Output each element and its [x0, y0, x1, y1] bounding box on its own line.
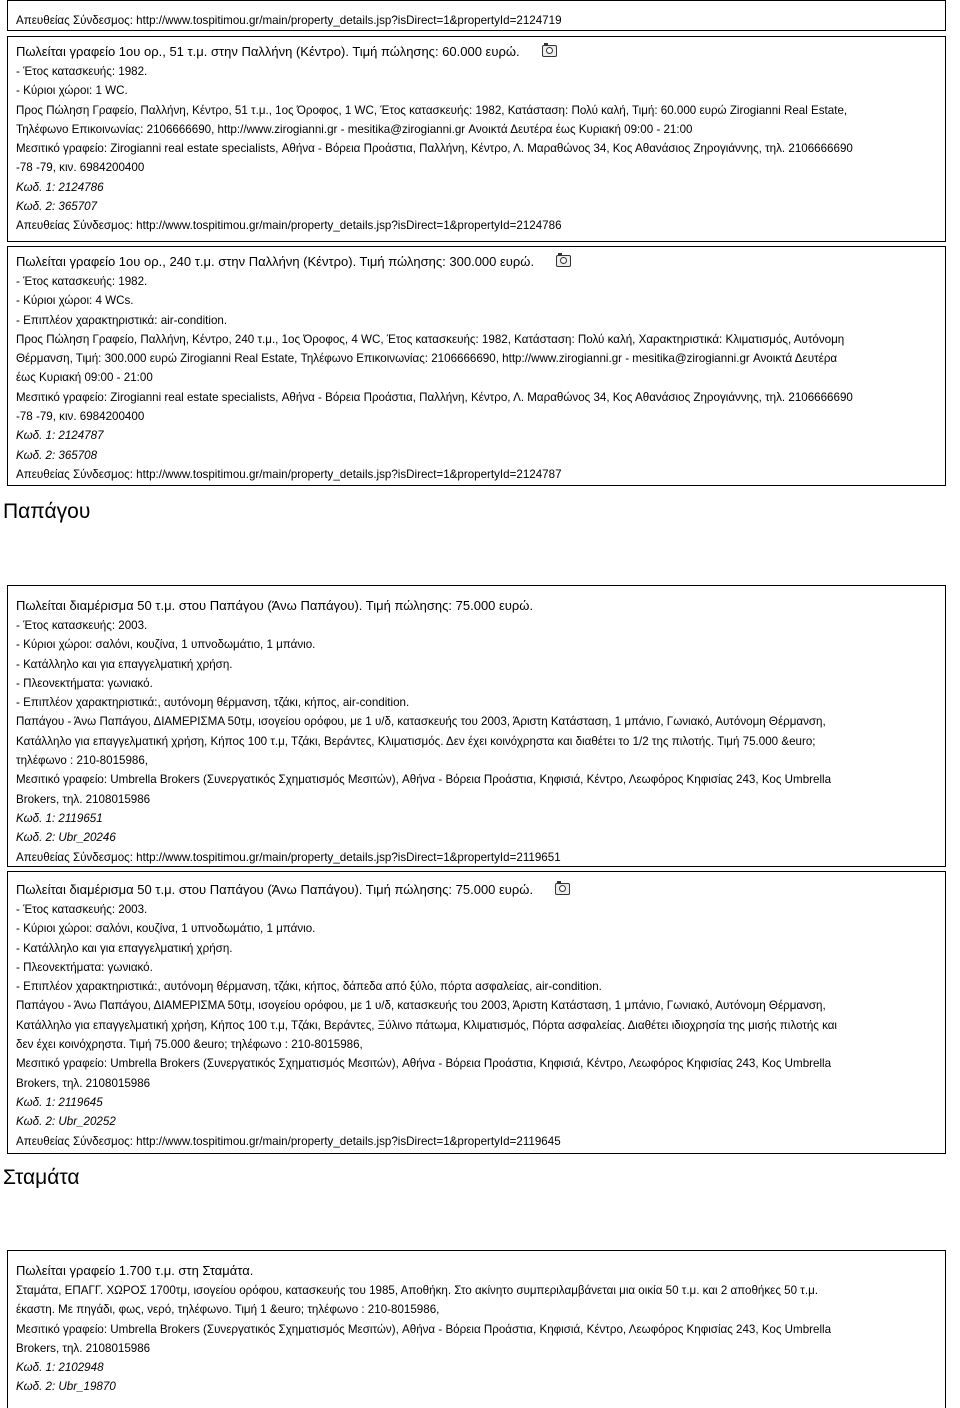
code-1: Κωδ. 1: 2124787	[16, 429, 104, 443]
section-heading-papagou: Παπάγου	[3, 500, 91, 523]
listing-title[interactable]: Πωλείται γραφείο 1ου ορ., 240 τ.μ. στην Παλλήνη (Κέντρο). Τιμή πώλησης: 300.000 ευρώ.	[16, 252, 945, 272]
camera-icon[interactable]	[555, 883, 570, 895]
detail-line: - Κύριοι χώροι: 1 WC.	[16, 84, 128, 98]
direct-link[interactable]: Απευθείας Σύνδεσμος: http://www.tospitimou.gr/main/property_details.jsp?isDirect=1&propertyId=2119645	[16, 1134, 561, 1148]
detail-line: Παπάγου - Άνω Παπάγου, ΔΙΑΜΕΡΙΣΜΑ 50τμ, ισογείου ορόφου, με 1 υ/δ, κατασκευής του 2003, Άριστη Κατάσταση, 1 μπάνιο, Γωνιακό, Αυτόνομη Θέρμανση,	[16, 715, 826, 729]
listing-title[interactable]: Πωλείται διαμέρισμα 50 τ.μ. στου Παπάγου (Άνω Παπάγου). Τιμή πώλησης: 75.000 ευρώ.	[16, 880, 945, 900]
code-1: Κωδ. 1: 2119645	[16, 1095, 103, 1109]
detail-line: -78 -79, κιν. 6984200400	[16, 161, 145, 175]
code-2: Κωδ. 2: Ubr_19870	[16, 1380, 116, 1394]
detail-line: Κατάλληλο για επαγγελματική χρήση, Κήπος 100 τ.μ, Τζάκι, Βεράντες, Κλιματισμός. Δεν έχει κοινόχρηστα και διαθέτει το 1/2 της πιλοτής. Τιμή 75.000 &euro;	[16, 734, 816, 748]
detail-line: Μεσιτικό γραφείο: Umbrella Brokers (Συνεργατικός Σχηματισμός Μεσιτών), Αθήνα - Βόρεια Προάστια, Κηφισιά, Κέντρο, Λεωφόρος Κηφισίας 243, Κος Umbrella	[16, 1057, 832, 1071]
detail-line: - Επιπλέον χαρακτηριστικά: air-condition.	[16, 313, 228, 327]
detail-line: Κατάλληλο για επαγγελματική χρήση, Κήπος 100 τ.μ, Τζάκι, Βεράντες, Ξύλινο πάτωμα, Κλιματισμός, Πόρτα ασφαλείας. Διαθέτει ιδιοχρησία της μισής πιλοτής και	[16, 1018, 838, 1032]
detail-line: - Έτος κατασκευής: 1982.	[16, 65, 148, 78]
section-heading-stamata: Σταμάτα	[3, 1166, 80, 1189]
direct-link[interactable]: Απευθείας Σύνδεσμος: http://www.tospitimou.gr/main/property_details.jsp?isDirect=1&propertyId=2124786	[16, 219, 562, 233]
code-2: Κωδ. 2: 365707	[16, 200, 98, 214]
detail-line: Θέρμανση, Τιμή: 300.000 ευρώ Zirogianni Real Estate, Τηλέφωνο Επικοινωνίας: 2106666690, http://www.zirogianni.gr - mesitika@zirogianni.gr Ανοικτά Δευτέρα	[16, 352, 838, 366]
detail-line: - Επιπλέον χαρακτηριστικά:, αυτόνομη θέρμανση, τζάκι, κήπος, air-condition.	[16, 696, 410, 710]
listing-box	[7, 246, 946, 486]
camera-icon[interactable]	[542, 45, 557, 57]
detail-line: έως Κυριακή 09:00 - 21:00	[16, 371, 153, 385]
detail-line: - Έτος κατασκευής: 2003.	[16, 619, 148, 632]
listing-title[interactable]: Πωλείται γραφείο 1.700 τ.μ. στη Σταμάτα.	[16, 1263, 254, 1278]
direct-link[interactable]: Απευθείας Σύνδεσμος: http://www.tospitimou.gr/main/property_details.jsp?isDirect=1&propertyId=2124719	[16, 14, 562, 27]
code-1: Κωδ. 1: 2124786	[16, 180, 104, 194]
listing-box	[7, 1250, 946, 1408]
detail-line: - Πλεονεκτήματα: γωνιακό.	[16, 960, 153, 974]
detail-line: Παπάγου - Άνω Παπάγου, ΔΙΑΜΕΡΙΣΜΑ 50τμ, ισογείου ορόφου, με 1 υ/δ, κατασκευής του 2003, Άριστη Κατάσταση, 1 μπάνιο, Γωνιακό, Αυτόνομη Θέρμανση,	[16, 999, 826, 1013]
code-1: Κωδ. 1: 2119651	[16, 811, 103, 825]
listing-box	[7, 585, 946, 867]
detail-line: - Πλεονεκτήματα: γωνιακό.	[16, 676, 153, 690]
listing-title[interactable]: Πωλείται διαμέρισμα 50 τ.μ. στου Παπάγου (Άνω Παπάγου). Τιμή πώλησης: 75.000 ευρώ.	[16, 598, 534, 613]
detail-line: - Κύριοι χώροι: σαλόνι, κουζίνα, 1 υπνοδωμάτιο, 1 μπάνιο.	[16, 922, 316, 936]
detail-line: Μεσιτικό γραφείο: Zirogianni real estate specialists, Αθήνα - Βόρεια Προάστια, Παλλήνη, Κέντρο, Λ. Μαραθώνος 34, Κος Αθανάσιος Ζηρογιάννης, τηλ. 2106666690	[16, 390, 853, 404]
detail-line: έκαστη. Με πηγάδι, φως, νερό, τηλέφωνο. Τιμή 1 &euro; τηλέφωνο : 210-8015986,	[16, 1303, 440, 1317]
detail-line: - Επιπλέον χαρακτηριστικά:, αυτόνομη θέρμανση, τζάκι, κήπος, δάπεδα από ξύλο, πόρτα ασφαλείας, air-condition.	[16, 980, 602, 994]
detail-line: Τηλέφωνο Επικοινωνίας: 2106666690, http://www.zirogianni.gr - mesitika@zirogianni.gr Ανοικτά Δευτέρα έως Κυριακή 09:00 - 21:00	[16, 122, 693, 136]
detail-line: Προς Πώληση Γραφείο, Παλλήνη, Κέντρο, 240 τ.μ., 1ος Όροφος, 4 WC, Έτος κατασκευής: 1982, Κατάσταση: Πολύ καλή, Χαρακτηριστικά: Κλιματισμός, Αυτόνομη	[16, 332, 845, 346]
direct-link[interactable]: Απευθείας Σύνδεσμος: http://www.tospitimou.gr/main/property_details.jsp?isDirect=1&propertyId=2119651	[16, 850, 561, 864]
detail-line: - Κύριοι χώροι: 4 WCs.	[16, 294, 134, 308]
detail-line: - Έτος κατασκευής: 2003.	[16, 903, 148, 916]
detail-line: - Έτος κατασκευής: 1982.	[16, 275, 148, 288]
code-1: Κωδ. 1: 2102948	[16, 1361, 104, 1375]
listing-box	[7, 871, 946, 1154]
listing-box-top	[7, 0, 946, 31]
detail-line: Μεσιτικό γραφείο: Umbrella Brokers (Συνεργατικός Σχηματισμός Μεσιτών), Αθήνα - Βόρεια Προάστια, Κηφισιά, Κέντρο, Λεωφόρος Κηφισίας 243, Κος Umbrella	[16, 1322, 832, 1336]
detail-line: - Κατάλληλο και για επαγγελματική χρήση.	[16, 941, 233, 955]
listing-box	[7, 36, 946, 242]
detail-line: τηλέφωνο : 210-8015986,	[16, 754, 149, 768]
detail-line: Brokers, τηλ. 2108015986	[16, 792, 151, 806]
detail-line: Προς Πώληση Γραφείο, Παλλήνη, Κέντρο, 51 τ.μ., 1ος Όροφος, 1 WC, Έτος κατασκευής: 1982, Κατάσταση: Πολύ καλή, Τιμή: 60.000 ευρώ Zirogianni Real Estate,	[16, 103, 848, 117]
detail-line: Brokers, τηλ. 2108015986	[16, 1341, 151, 1355]
direct-link[interactable]: Απευθείας Σύνδεσμος: http://www.tospitimou.gr/main/property_details.jsp?isDirect=1&propertyId=2124787	[16, 467, 562, 481]
camera-icon[interactable]	[556, 255, 571, 267]
detail-line: δεν έχει κοινόχρηστα. Τιμή 75.000 &euro; τηλέφωνο : 210-8015986,	[16, 1038, 363, 1052]
detail-line: Brokers, τηλ. 2108015986	[16, 1076, 151, 1090]
code-2: Κωδ. 2: Ubr_20252	[16, 1115, 116, 1129]
detail-line: Μεσιτικό γραφείο: Zirogianni real estate specialists, Αθήνα - Βόρεια Προάστια, Παλλήνη, Κέντρο, Λ. Μαραθώνος 34, Κος Αθανάσιος Ζηρογιάννης, τηλ. 2106666690	[16, 142, 853, 156]
code-2: Κωδ. 2: 365708	[16, 448, 98, 462]
detail-line: - Κύριοι χώροι: σαλόνι, κουζίνα, 1 υπνοδωμάτιο, 1 μπάνιο.	[16, 638, 316, 652]
detail-line: Μεσιτικό γραφείο: Umbrella Brokers (Συνεργατικός Σχηματισμός Μεσιτών), Αθήνα - Βόρεια Προάστια, Κηφισιά, Κέντρο, Λεωφόρος Κηφισίας 243, Κος Umbrella	[16, 773, 832, 787]
detail-line: Σταμάτα, ΕΠΑΓΓ. ΧΩΡΟΣ 1700τμ, ισογείου ορόφου, κατασκευής του 1985, Αποθήκη. Στο ακίνητο συμπεριλαμβάνεται μια οικία 50 τ.μ. και 2 αποθήκες 50 τ.μ.	[16, 1284, 818, 1297]
detail-line: -78 -79, κιν. 6984200400	[16, 410, 145, 424]
code-2: Κωδ. 2: Ubr_20246	[16, 831, 116, 845]
listing-title[interactable]: Πωλείται γραφείο 1ου ορ., 51 τ.μ. στην Παλλήνη (Κέντρο). Τιμή πώλησης: 60.000 ευρώ.	[16, 42, 945, 62]
detail-line: - Κατάλληλο και για επαγγελματική χρήση.	[16, 657, 233, 671]
